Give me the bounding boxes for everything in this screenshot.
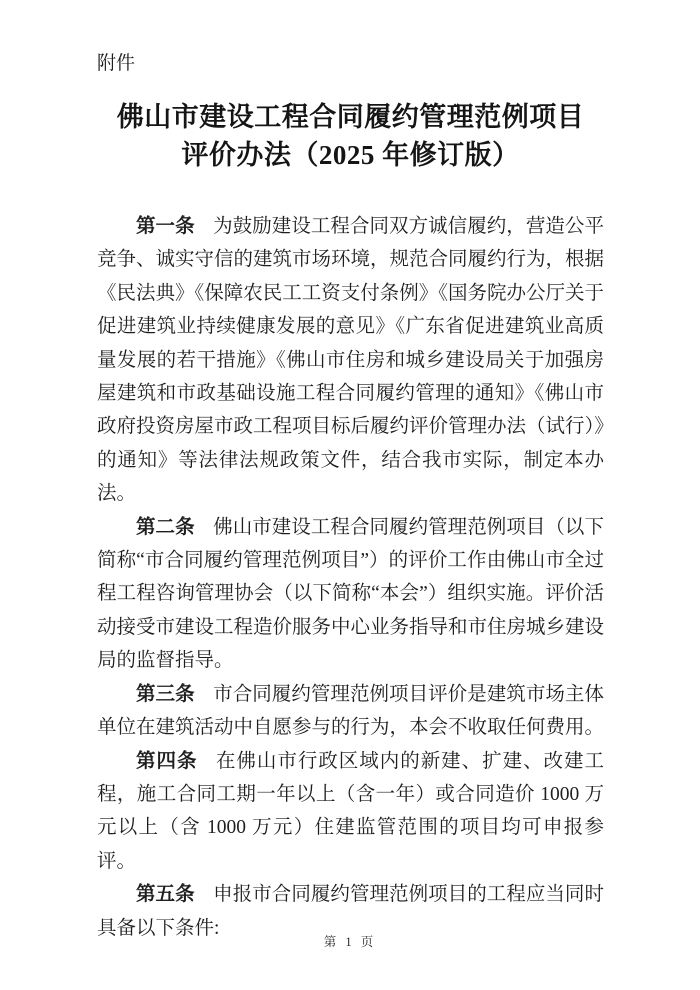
article-2-number: 第二条	[136, 516, 195, 538]
article-1	[97, 210, 604, 511]
article-3	[97, 678, 604, 745]
article-5-text: 申报市合同履约管理范例项目的工程应当同时具备以下条件:	[97, 884, 604, 939]
article-4-text: 在佛山市行政区域内的新建、扩建、改建工程，施工合同工期一年以上（含一年）或合同造价 1000 万元以上（含 1000 万元）住建监管范围的项目均可申报参评。	[97, 750, 604, 872]
document-title	[97, 98, 604, 174]
document-title-line1: 佛山市建设工程合同履约管理范例项目	[116, 102, 585, 132]
article-3-number: 第三条	[136, 683, 195, 705]
article-4	[97, 745, 604, 879]
article-1-number: 第一条	[136, 216, 195, 237]
attachment-label: 附件	[97, 53, 136, 74]
document-body	[97, 210, 604, 945]
article-2	[97, 511, 604, 678]
document-title-line2: 评价办法（2025 年修订版）	[181, 140, 520, 170]
page-number: 第 1 页	[323, 935, 377, 949]
article-1-text: 为鼓励建设工程合同双方诚信履约，营造公平竞争、诚实守信的建筑市场环境，规范合同履约行为，根据《民法典》《保障农民工工资支付条例》《国务院办公厅关于促进建筑业持续健康发展的意见》《广东省促进建筑业高质量发展的若干措施》《佛山市住房和城乡建设局关于加强房屋建筑和市政基础设施工程合同履约管理的通知》《佛山市政府投资房屋市政工程项目标后履约评价管理办法（试行）》的通知》等法律法规政策文件，结合我市实际，制定本办法。	[97, 216, 605, 505]
article-2-text: 佛山市建设工程合同履约管理范例项目（以下简称“市合同履约管理范例项目”）的评价工作由佛山市全过程工程咨询管理协会（以下简称“本会”）组织实施。评价活动接受市建设工程造价服务中心业务指导和市住房城乡建设局的监督指导。	[97, 516, 605, 672]
article-4-number: 第四条	[136, 750, 198, 772]
article-3-text: 市合同履约管理范例项目评价是建筑市场主体单位在建筑活动中自愿参与的行为，本会不收取任何费用。	[97, 683, 605, 739]
article-5-number: 第五条	[136, 884, 195, 906]
